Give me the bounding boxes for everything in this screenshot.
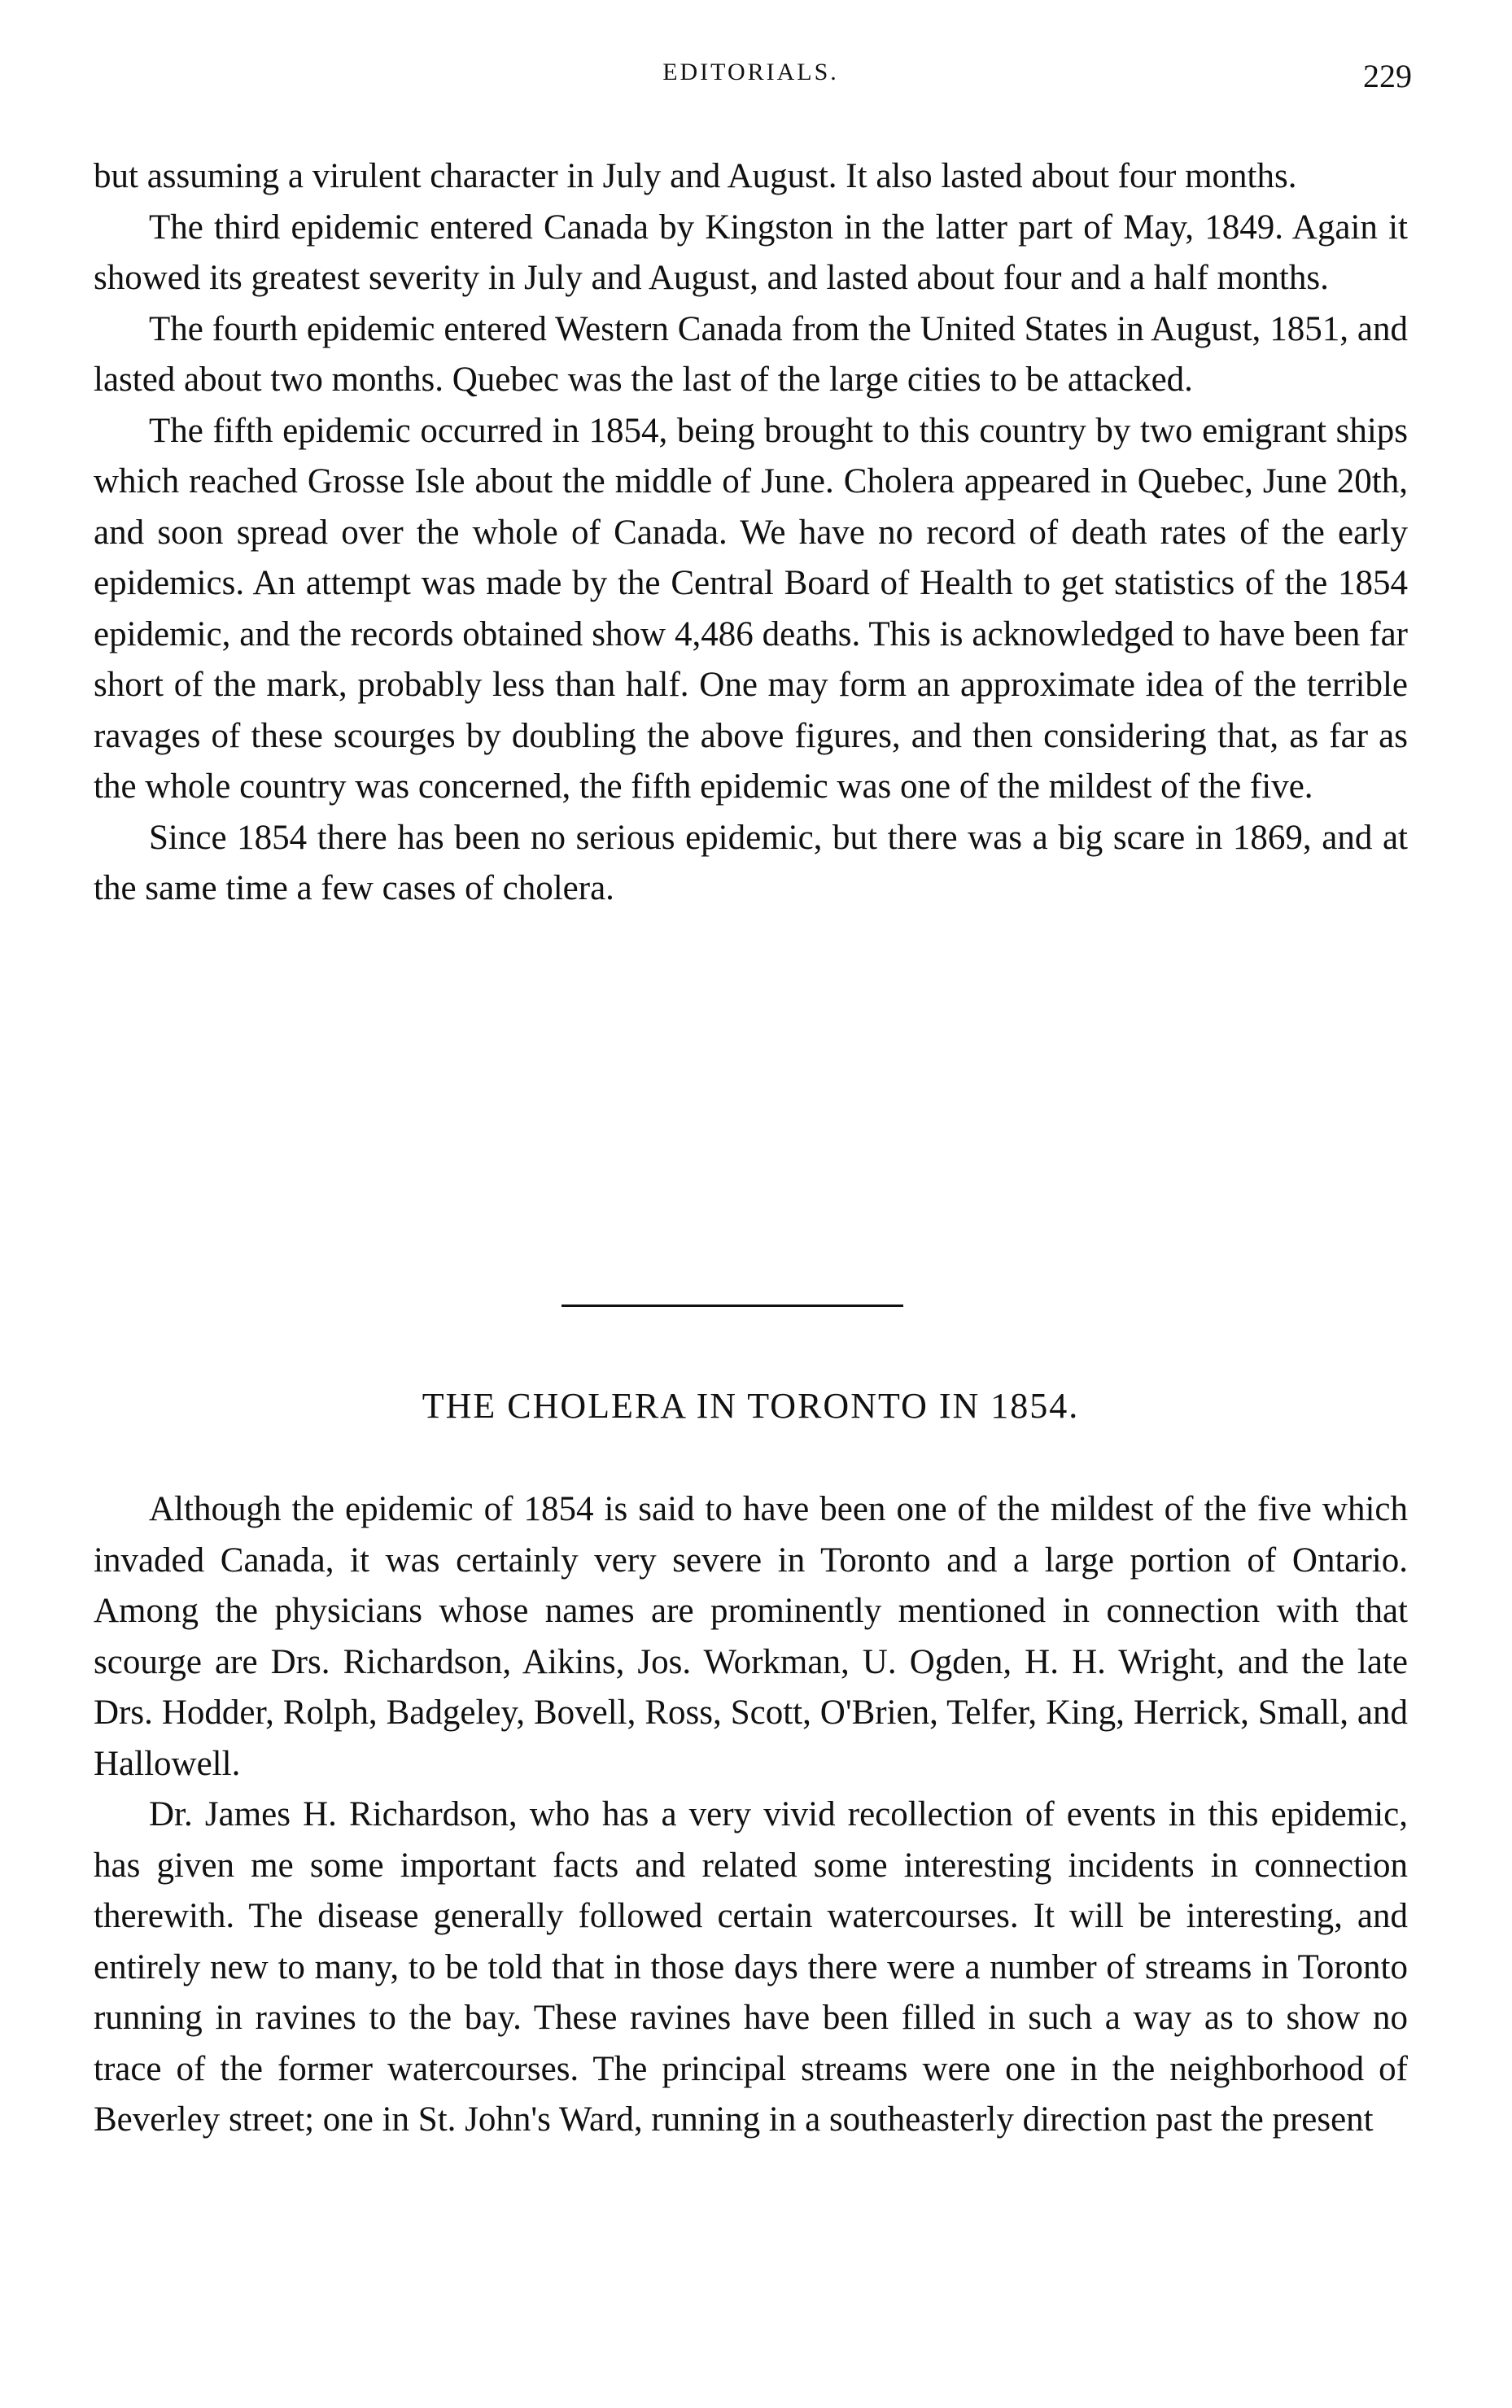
paragraph: The third epidemic entered Canada by Kingston in the latter part of May, 1849. Again it showed its greatest severity in July and August, and lasted about four and a half months. [94, 208, 1408, 297]
paragraph: Dr. James H. Richardson, who has a very vivid recollection of events in this epidemic, has given me some important facts and related some interesting incidents in connection therewith. The disease generally followed certain watercourses. It will be interesting, and entirely new to many, to be told that in those days there were a number of streams in Toronto running in ravines to the bay. These ravines have been filled in such a way as to show no trace of the former watercourses. The principal streams were one in the neighborhood of Beverley street; one in St. John's Ward, running in a southeasterly direction past the present [94, 1795, 1408, 2139]
paragraph: Since 1854 there has been no serious epidemic, but there was a big scare in 1869, and at the same time a few cases of cholera. [94, 818, 1408, 907]
running-title: EDITORIALS. [662, 59, 839, 85]
running-head [90, 50, 1412, 99]
article-continuation [94, 151, 1408, 915]
page-number: 229 [1363, 58, 1412, 94]
article-body [94, 1484, 1408, 2146]
paragraph: Although the epidemic of 1854 is said to have been one of the mildest of the five which invaded Canada, it was certainly very severe in Toronto and a large portion of Ontario. Among the physicians whose names are prominently mentioned in connection with that scourge are Drs. Richardson, Aikins, Jos. Workman, U. Ogden, H. H. Wright, and the late Drs. Hodder, Rolph, Badgeley, Bovell, Ross, Scott, O'Brien, Telfer, King, Herrick, Small, and Hallowell. [94, 1490, 1408, 1783]
paragraph: but assuming a virulent character in July and August. It also lasted about four months. [94, 157, 1297, 195]
paragraph: The fifth epidemic occurred in 1854, being brought to this country by two emigrant ships which reached Grosse Isle about the middle of June. Cholera appeared in Quebec, June 20th, and soon spread over the whole of Canada. We have no record of death rates of the early epidemics. An attempt was made by the Central Board of Health to get statistics of the 1854 epidemic, and the records obtained show 4,486 deaths. This is acknowledged to have been far short of the mark, probably less than half. One may form an approximate idea of the terrible ravages of these scourges by doubling the above figures, and then considering that, as far as the whole country was concerned, the fifth epidemic was one of the mildest of the five. [94, 411, 1408, 806]
section-divider [562, 1305, 903, 1307]
paragraph: The fourth epidemic entered Western Canada from the United States in August, 1851, and lasted about two months. Quebec was the last of the large cities to be attacked. [94, 309, 1408, 399]
section-heading: THE CHOLERA IN TORONTO IN 1854. [422, 1386, 1080, 1426]
